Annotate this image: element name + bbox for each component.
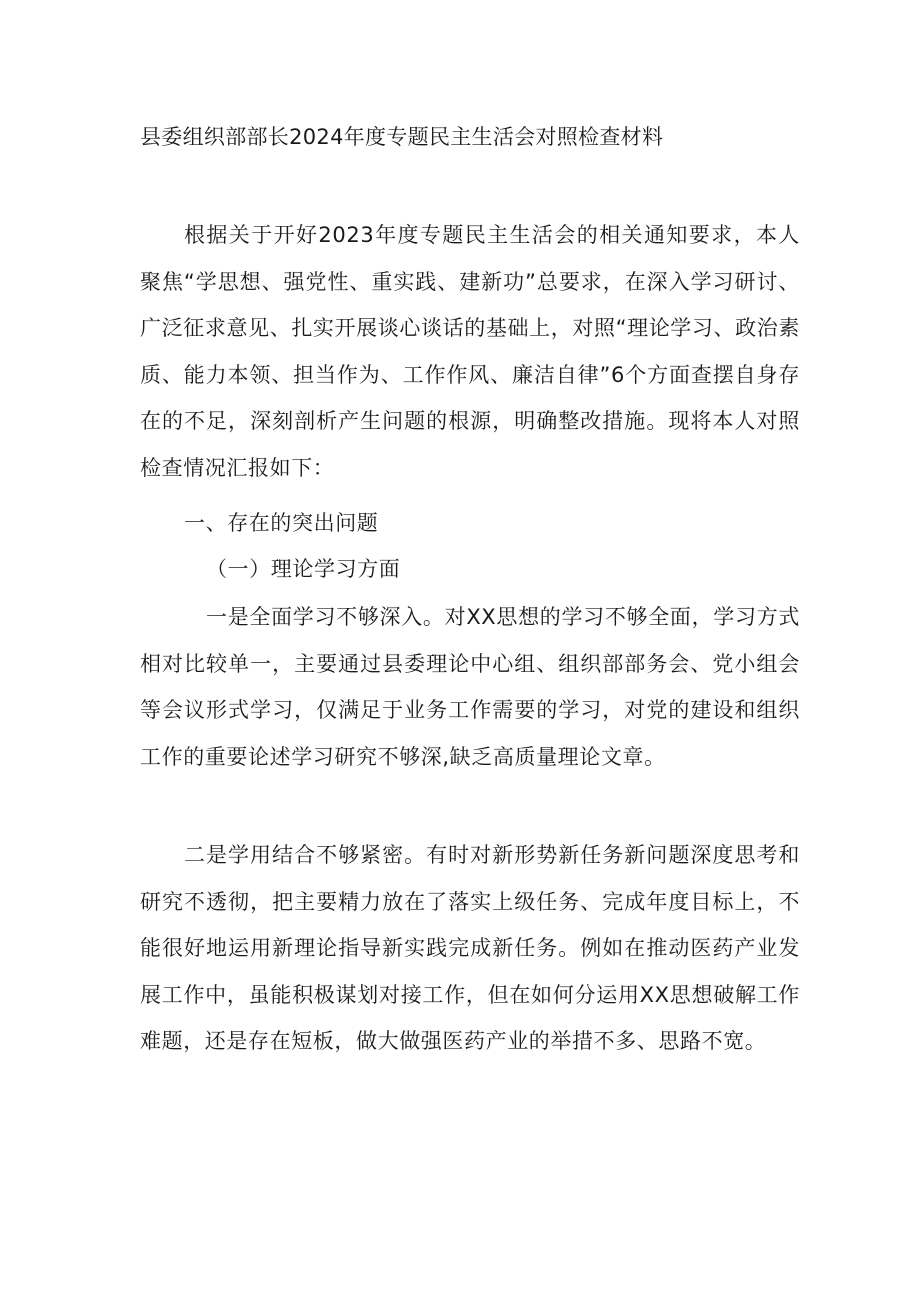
intro-paragraph: 根据关于开好2023年度专题民主生活会的相关通知要求，本人聚焦“学思想、强党性、重实践、建新功”总要求，在深入学习研讨、广泛征求意见、扎实开展谈心谈话的基础上，对照“理论学习、政治素质、能力本领、担当作为、工作作风、廉洁自律”6个方面查摆自身存在的不足，深刻剖析产生问题的根源，明确整改措施。现将本人对照检查情况汇报如下： [140,223,800,480]
subsection-heading: （一）理论学习方面 [206,557,401,581]
document-title: 县委组织部部长2024年度专题民主生活会对照检查材料 [140,125,664,149]
paragraph-1: 一是全面学习不够深入。对XX思想的学习不够全面，学习方式相对比较单一，主要通过县委理论中心组、组织部部务会、党小组会等会议形式学习，仅满足于业务工作需要的学习，对党的建设和组织工作的重要论述学习研究不够深,缺乏高质量理论文章。 [140,605,800,769]
section-heading: 一、存在的突出问题 [184,511,379,535]
paragraph-2: 二是学用结合不够紧密。有时对新形势新任务新问题深度思考和研究不透彻，把主要精力放在了落实上级任务、完成年度目标上，不能很好地运用新理论指导新实践完成新任务。例如在推动医药产业发展工作中，虽能积极谋划对接工作，但在如何分运用XX思想破解工作难题，还是存在短板，做大做强医药产业的举措不多、思路不宽。 [140,843,800,1053]
